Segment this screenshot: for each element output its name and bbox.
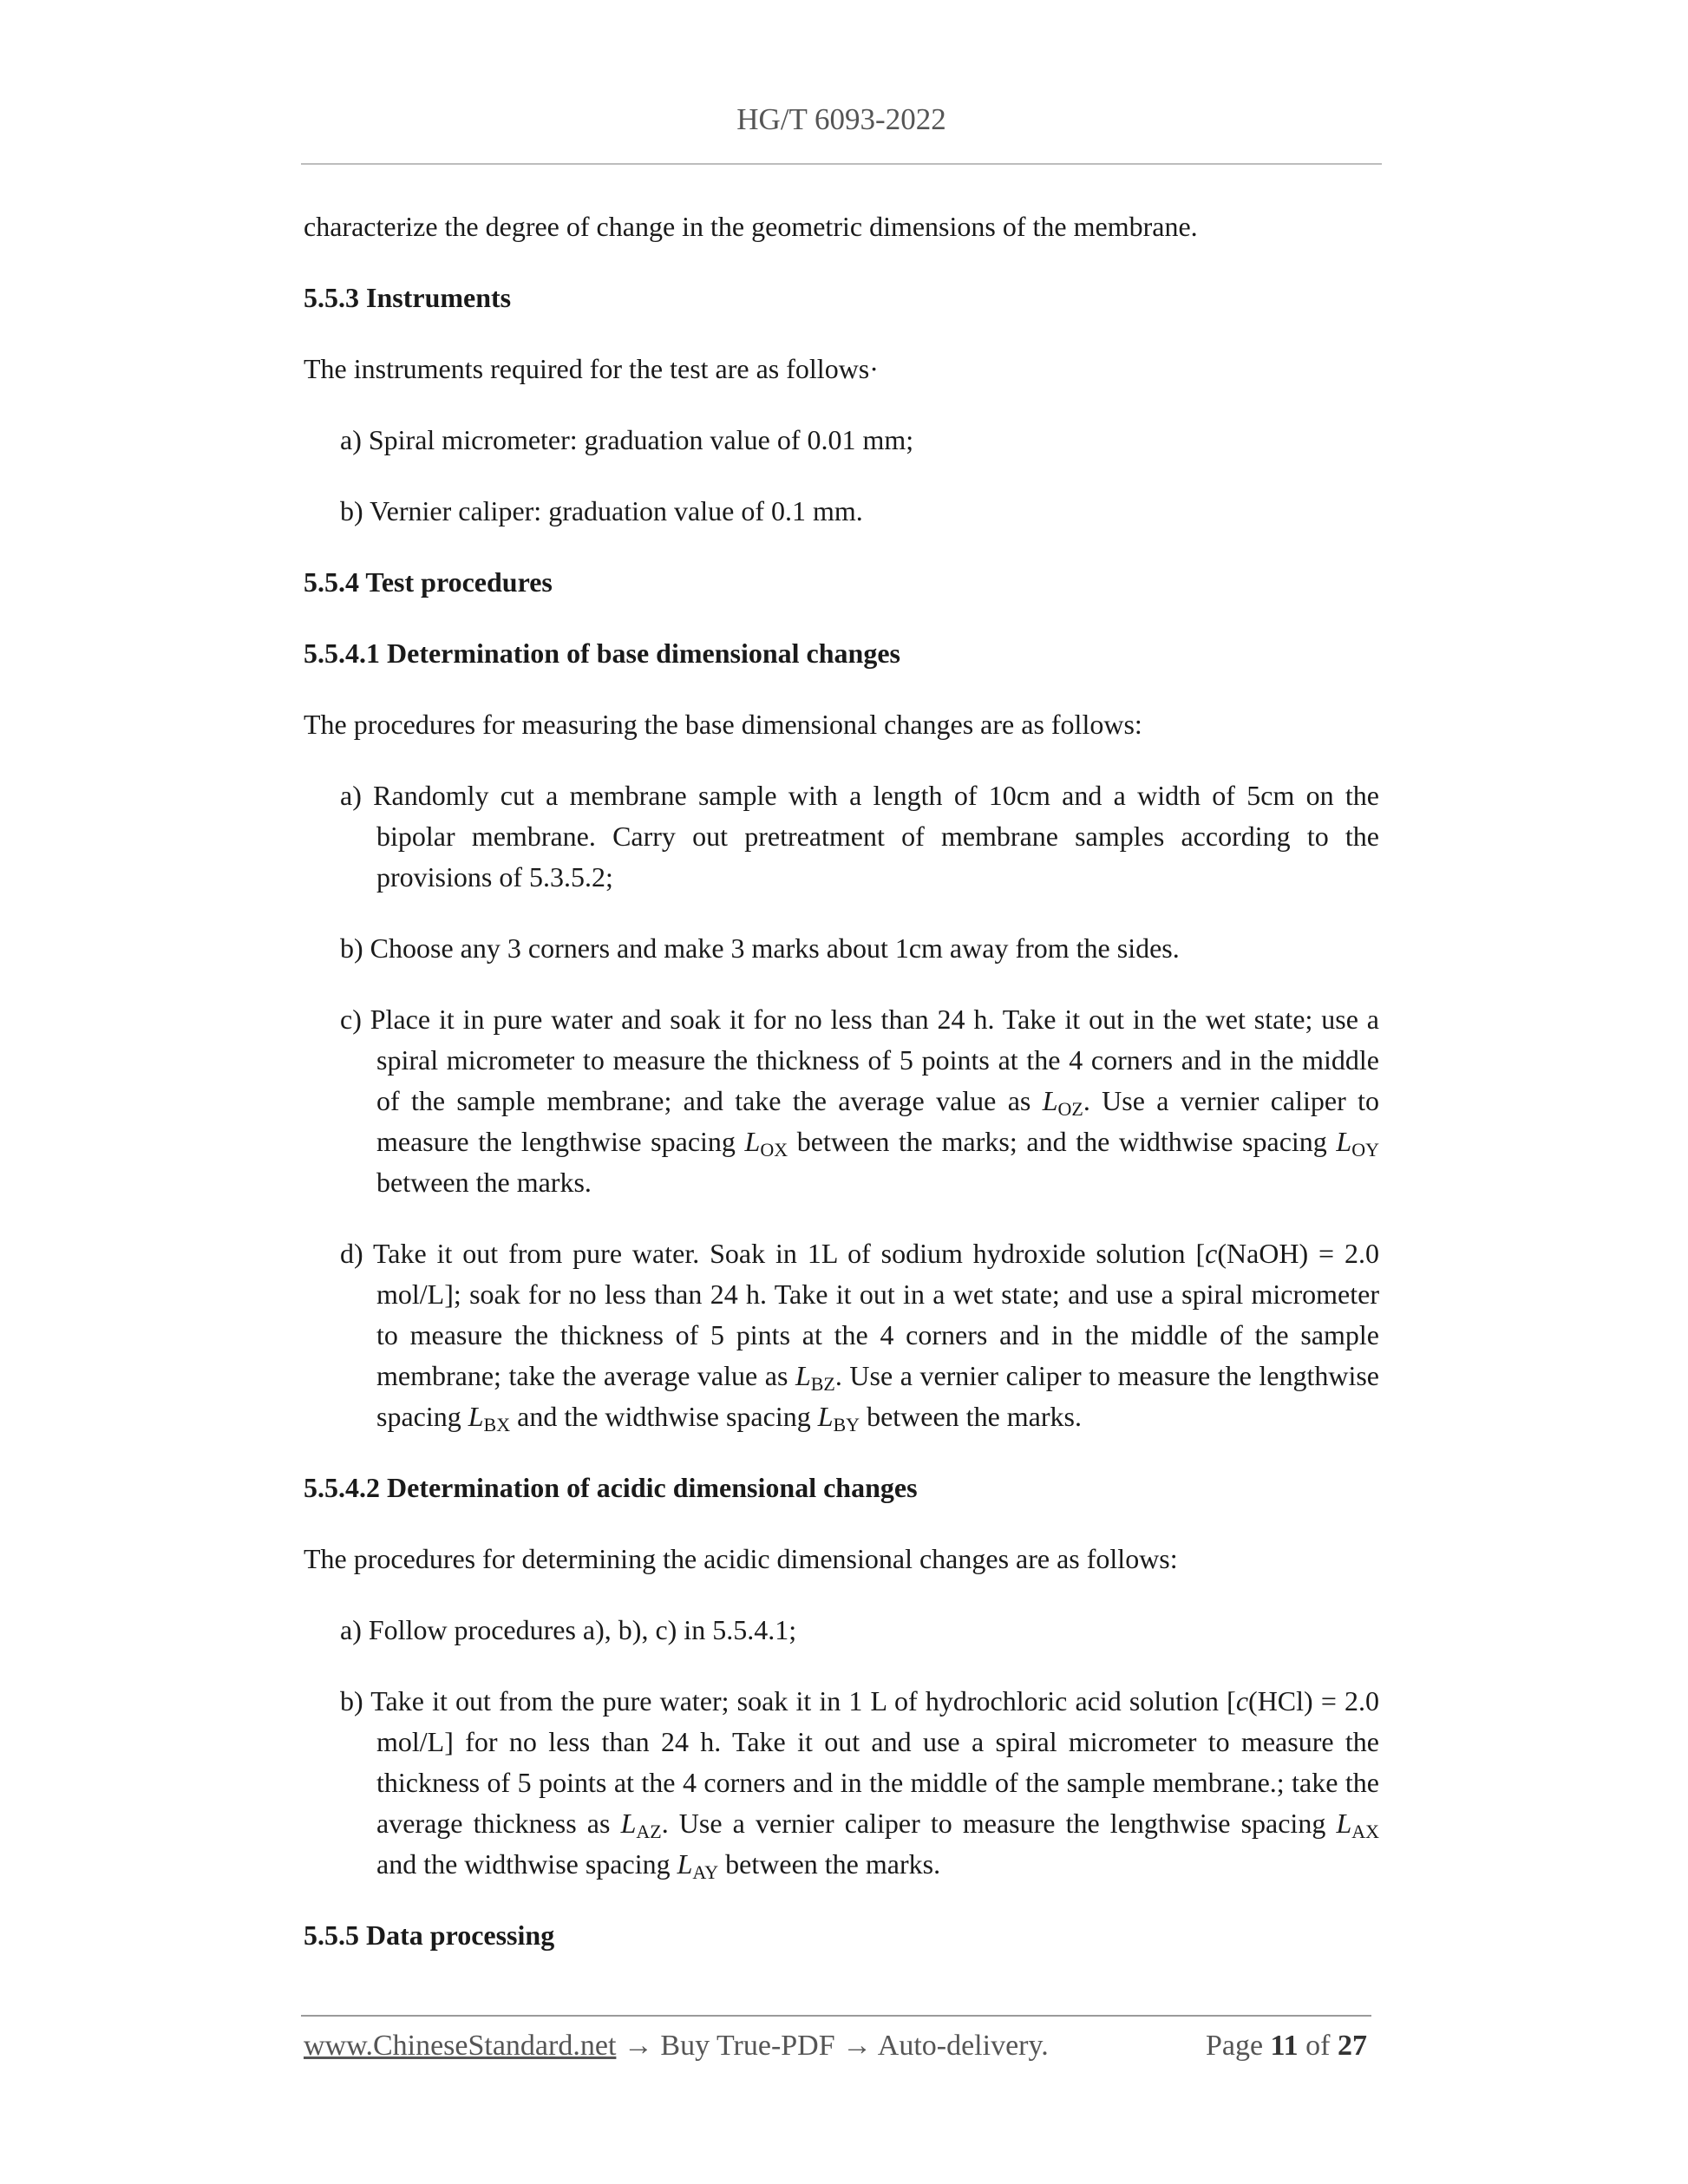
list-item: b) Choose any 3 corners and make 3 marks about 1cm away from the sides. (340, 932, 1180, 964)
variable-symbol: L (795, 1360, 811, 1391)
website-link[interactable]: www.ChineseStandard.net (304, 2030, 617, 2062)
list-item: a) Randomly cut a membrane sample with a length of 10cm and a width of 5cm on the bipolar membrane. Carry out pretreatment of membrane samples according to the provisions of 5.3.5.2; (340, 780, 1379, 893)
list-item: b) Vernier caliper: graduation value of 0.1 mm. (340, 495, 863, 526)
base-procedures-lead: The procedures for measuring the base dimensional changes are as follows: (304, 709, 1142, 740)
section-heading-5-5-5: 5.5.5 Data processing (304, 1919, 555, 1951)
section-heading-5-5-4-2: 5.5.4.2 Determination of acidic dimensional changes (304, 1472, 918, 1503)
section-heading-5-5-4: 5.5.4 Test procedures (304, 566, 553, 598)
current-page: 11 (1270, 2030, 1299, 2062)
variable-symbol: L (677, 1848, 693, 1880)
variable-symbol: L (620, 1808, 637, 1839)
auto-delivery-text: Auto-delivery. (877, 2030, 1049, 2062)
page-content (304, 206, 1379, 1986)
acidic-procedures-lead: The procedures for determining the acidic dimensional changes are as follows: (304, 1543, 1178, 1574)
list-item: a) Follow procedures a), b), c) in 5.5.4.1; (340, 1614, 797, 1645)
variable-symbol: L (744, 1126, 761, 1157)
instruments-lead: The instruments required for the test are as follows· (304, 353, 879, 384)
intro-paragraph: characterize the degree of change in the geometric dimensions of the membrane. (304, 211, 1198, 242)
buy-pdf-link: Buy True-PDF (660, 2030, 835, 2062)
total-pages: 27 (1338, 2030, 1367, 2062)
list-item: b) Take it out from the pure water; soak it in 1 L of hydrochloric acid solution [c(HCl) = 2.0 mol/L] for no less than 24 h. Take it out and use a spiral micrometer to measure the thickness of 5 points at the 4 corners and in the middle of the sample membrane.; take the average thickness as $L_{AZ}$. Use a vernier caliper to measure the lengthwise spacing $L_{AX}$ and the widthwise spacing $L_{AY}$ between the marks. (340, 1685, 1380, 1883)
variable-symbol: L (468, 1401, 484, 1432)
section-heading-5-5-3: 5.5.3 Instruments (304, 282, 512, 313)
variable-symbol: L (1042, 1085, 1058, 1116)
header-divider (301, 163, 1382, 165)
document-header: HG/T 6093-2022 (736, 102, 946, 136)
list-item: d) Take it out from pure water. Soak in 1L of sodium hydroxide solution [c(NaOH) = 2.0 mol/L]; soak for no less than 24 h. Take it out in a wet state; and use a spiral micrometer to measure the thickness of 5 pints at the 4 corners and in the middle of the sample membrane; take the average value as $L_{BZ}$. Use a vernier caliper to measure the lengthwise spacing $L_{BX}$ and the widthwise spacing $L_{BY}$ between the marks. (340, 1238, 1380, 1435)
footer-links (304, 2030, 1049, 2063)
arrow-icon: → (616, 2030, 661, 2062)
variable-symbol: L (817, 1401, 834, 1432)
arrow-icon: → (834, 2030, 878, 2062)
footer-divider (301, 2015, 1371, 2017)
list-item: a) Spiral micrometer: graduation value of 0.01 mm; (340, 424, 914, 455)
variable-symbol: L (1336, 1808, 1352, 1839)
variable-symbol: L (1336, 1126, 1352, 1157)
list-item: c) Place it in pure water and soak it for no less than 24 h. Take it out in the wet state; use a spiral micrometer to measure the thickness of 5 points at the 4 corners and in the middle of the sample membrane; and take the average value as $L_{OZ}$. Use a vernier caliper to measure the lengthwise spacing $L_{OX}$ between the marks; and the widthwise spacing $L_{OY}$ between the marks. (340, 1004, 1380, 1198)
page-number: Page 11 of 27 (1205, 2030, 1367, 2062)
section-heading-5-5-4-1: 5.5.4.1 Determination of base dimensional changes (304, 638, 900, 669)
